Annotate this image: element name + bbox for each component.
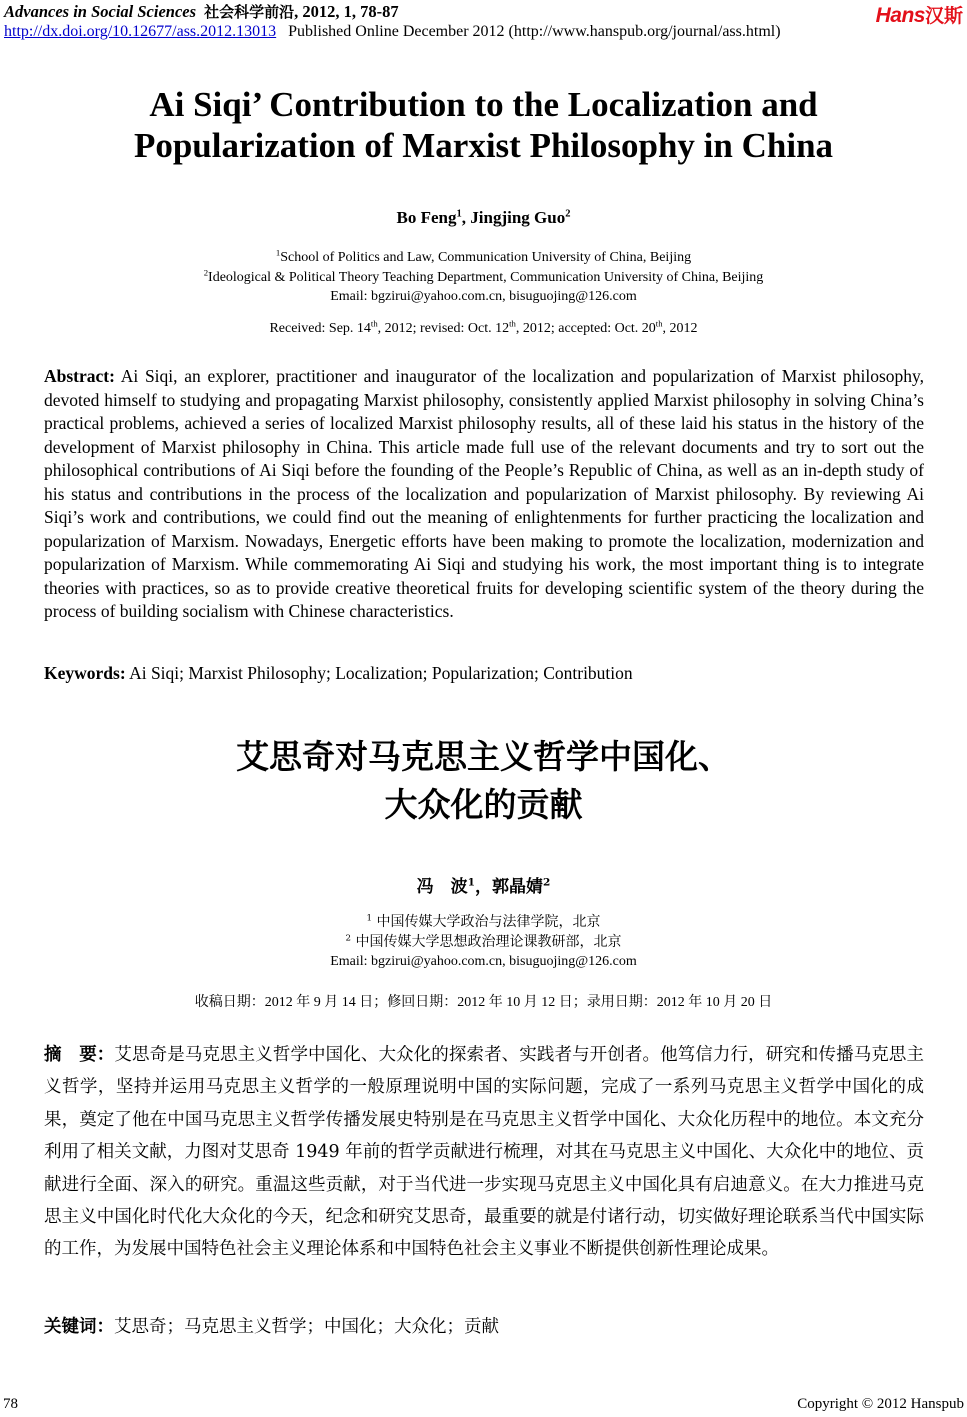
keywords-zh <box>44 1313 924 1338</box>
ordinal-sup: th <box>370 318 378 329</box>
authors-zh <box>0 872 967 897</box>
title-en-line2: Popularization of Marxist Philosophy in China <box>133 126 834 165</box>
abstract-text: Ai Siqi, an explorer, practitioner and inaugurator of the localization and popularization of Marxist philosophy, devoted himself to studying and propagating Marxist philosophy, consistently applied Marxist philosophy in solving China’s practical problems, achieved a series of localized Marxist philosophy results, all of these laid his status in the history of the development of Marxist philosophy in China. This article made full use of the relevant documents and try to sort out the philosophical contributions of Ai Siqi before the founding of the People’s Republic of China, as well as an in-depth study of his status and contributions in the process of the localization and popularization of Marxist philosophy. By reviewing Ai Siqi’s work and contributions, we could find out the meaning of enlightenments for further practicing the localization and popularization of Marxism. Nowadays, Energetic efforts have been making to promote the localization, modernization and popularization of Marxism. While commemorating Ai Siqi and studying his work, the most important thing is to integrate theories with practices, so as to provide creative theoretical fruits for developing scientific system of the theory during the process of building socialism with Chinese characteristics. <box>44 366 924 621</box>
email-en: Email: bgzirui@yahoo.com.cn, bisuguojing@126.com <box>330 289 637 304</box>
affiliation-text: School of Politics and Law, Communication University of China, Beijing <box>280 250 692 265</box>
author-separator: ， <box>475 877 492 897</box>
paper-title-zh <box>0 733 967 829</box>
author-name: 郭晶婧 <box>492 877 543 897</box>
author-name: Jingjing Guo <box>470 208 566 227</box>
affiliation-sup: 1 <box>366 913 373 924</box>
keywords-label: 关键词： <box>44 1317 114 1337</box>
copyright: Copyright © 2012 Hanspub <box>797 1396 964 1412</box>
title-en-line1: Ai Siqi’ Contribution to the Localization and <box>149 85 818 124</box>
hanspub-logo <box>876 1 963 28</box>
affiliation-sup: 1 <box>275 247 281 258</box>
abstract-label: Abstract: <box>44 366 115 386</box>
logo-cjk: 汉斯 <box>924 5 963 27</box>
affiliation-text: 中国传媒大学思想政治理论课教研部，北京 <box>355 933 622 950</box>
journal-name: Advances in Social Sciences <box>4 2 197 21</box>
affiliation-1 <box>0 913 967 933</box>
abstract-text: 艾思奇是马克思主义哲学中国化、大众化的探索者、实践者与开创者。他笃信力行，研究和传播马克思主义哲学，坚持并运用马克思主义哲学的一般原理说明中国的实际问题，完成了一系列马克思主义哲学中国化的成果，奠定了他在中国马克思主义哲学传播发展史特别是在马克思主义哲学中国化、大众化历程中的地位。本文充分利用了相关文献，力图对艾思奇 1949 年前的哲学贡献进行梳理，对其在马克思主义中国化、大众化中的地位、贡献进行全面、深入的研究。重温这些贡献，对于当代进一步实现马克思主义中国化具有启迪意义。在大力推进马克思主义中国化时代化大众化的今天，纪念和研究艾思奇，最重要的就是付诸行动，切实做好理论联系当代中国实际的工作，为发展中国特色社会主义理论体系和中国特色社会主义事业不断提供创新性理论成果。 <box>44 1045 925 1260</box>
author-sup: 2 <box>543 876 551 889</box>
received-text: , 2012; accepted: Oct. 20 <box>515 321 656 336</box>
abstract-label: 摘 要： <box>44 1045 115 1065</box>
ordinal-sup: th <box>655 318 663 329</box>
received-dates-zh: 收稿日期：2012 年 9 月 14 日；修回日期：2012 年 10 月 12 日；录用日期：2012 年 10 月 20 日 <box>194 995 773 1010</box>
journal-name-zh: 社会科学前沿 <box>204 3 295 21</box>
author-sup: 1 <box>456 208 462 220</box>
received-text: Received: Sep. 14 <box>269 321 371 336</box>
keywords-label: Keywords: <box>44 663 126 683</box>
publication-info <box>4 23 781 41</box>
author-sup: 1 <box>467 876 475 889</box>
affiliation-text: Ideological & Political Theory Teaching Department, Communication University of China, Beijing <box>208 269 764 285</box>
journal-volume-pages: , 2012, 1, 78-87 <box>294 2 399 21</box>
received-text: , 2012 <box>662 321 698 336</box>
email-zh: Email: bgzirui@yahoo.com.cn, bisuguojing@126.com <box>330 954 637 969</box>
affiliation-2 <box>0 268 967 288</box>
affiliations-zh <box>0 913 967 972</box>
keywords-text: Ai Siqi; Marxist Philosophy; Localization; Popularization; Contribution <box>129 663 633 683</box>
abstract-en <box>44 365 924 624</box>
received-text: , 2012; revised: Oct. 12 <box>377 321 510 336</box>
abstract-zh <box>44 1039 924 1266</box>
author-sup: 2 <box>565 208 571 220</box>
published-online: Published Online December 2012 (http://www.hanspub.org/journal/ass.html) <box>288 23 781 40</box>
title-zh-line1: 艾思奇对马克思主义哲学中国化、 <box>236 737 731 776</box>
affiliation-sup: 2 <box>345 932 352 943</box>
affiliation-sup: 2 <box>203 266 209 277</box>
affiliation-2 <box>0 933 967 953</box>
author-name: Bo Feng <box>396 208 457 227</box>
affiliations-en <box>0 248 967 307</box>
keywords-en <box>44 663 924 684</box>
logo-latin: Hans <box>875 4 925 27</box>
affiliation-text: 中国传媒大学政治与法律学院，北京 <box>376 914 601 930</box>
affiliation-1 <box>0 248 967 268</box>
page-number: 78 <box>3 1396 18 1412</box>
author-separator: , <box>461 208 471 227</box>
keywords-text: 艾思奇；马克思主义哲学；中国化；大众化；贡献 <box>114 1317 499 1337</box>
ordinal-sup: th <box>509 318 516 329</box>
title-zh-line2: 大众化的贡献 <box>384 785 583 824</box>
paper-title-en <box>0 84 967 166</box>
received-dates-en <box>0 318 967 337</box>
authors-en <box>0 208 967 228</box>
author-name: 冯 波 <box>416 877 468 897</box>
doi-link[interactable]: http://dx.doi.org/10.12677/ass.2012.13013 <box>4 23 277 40</box>
journal-citation <box>4 1 399 22</box>
